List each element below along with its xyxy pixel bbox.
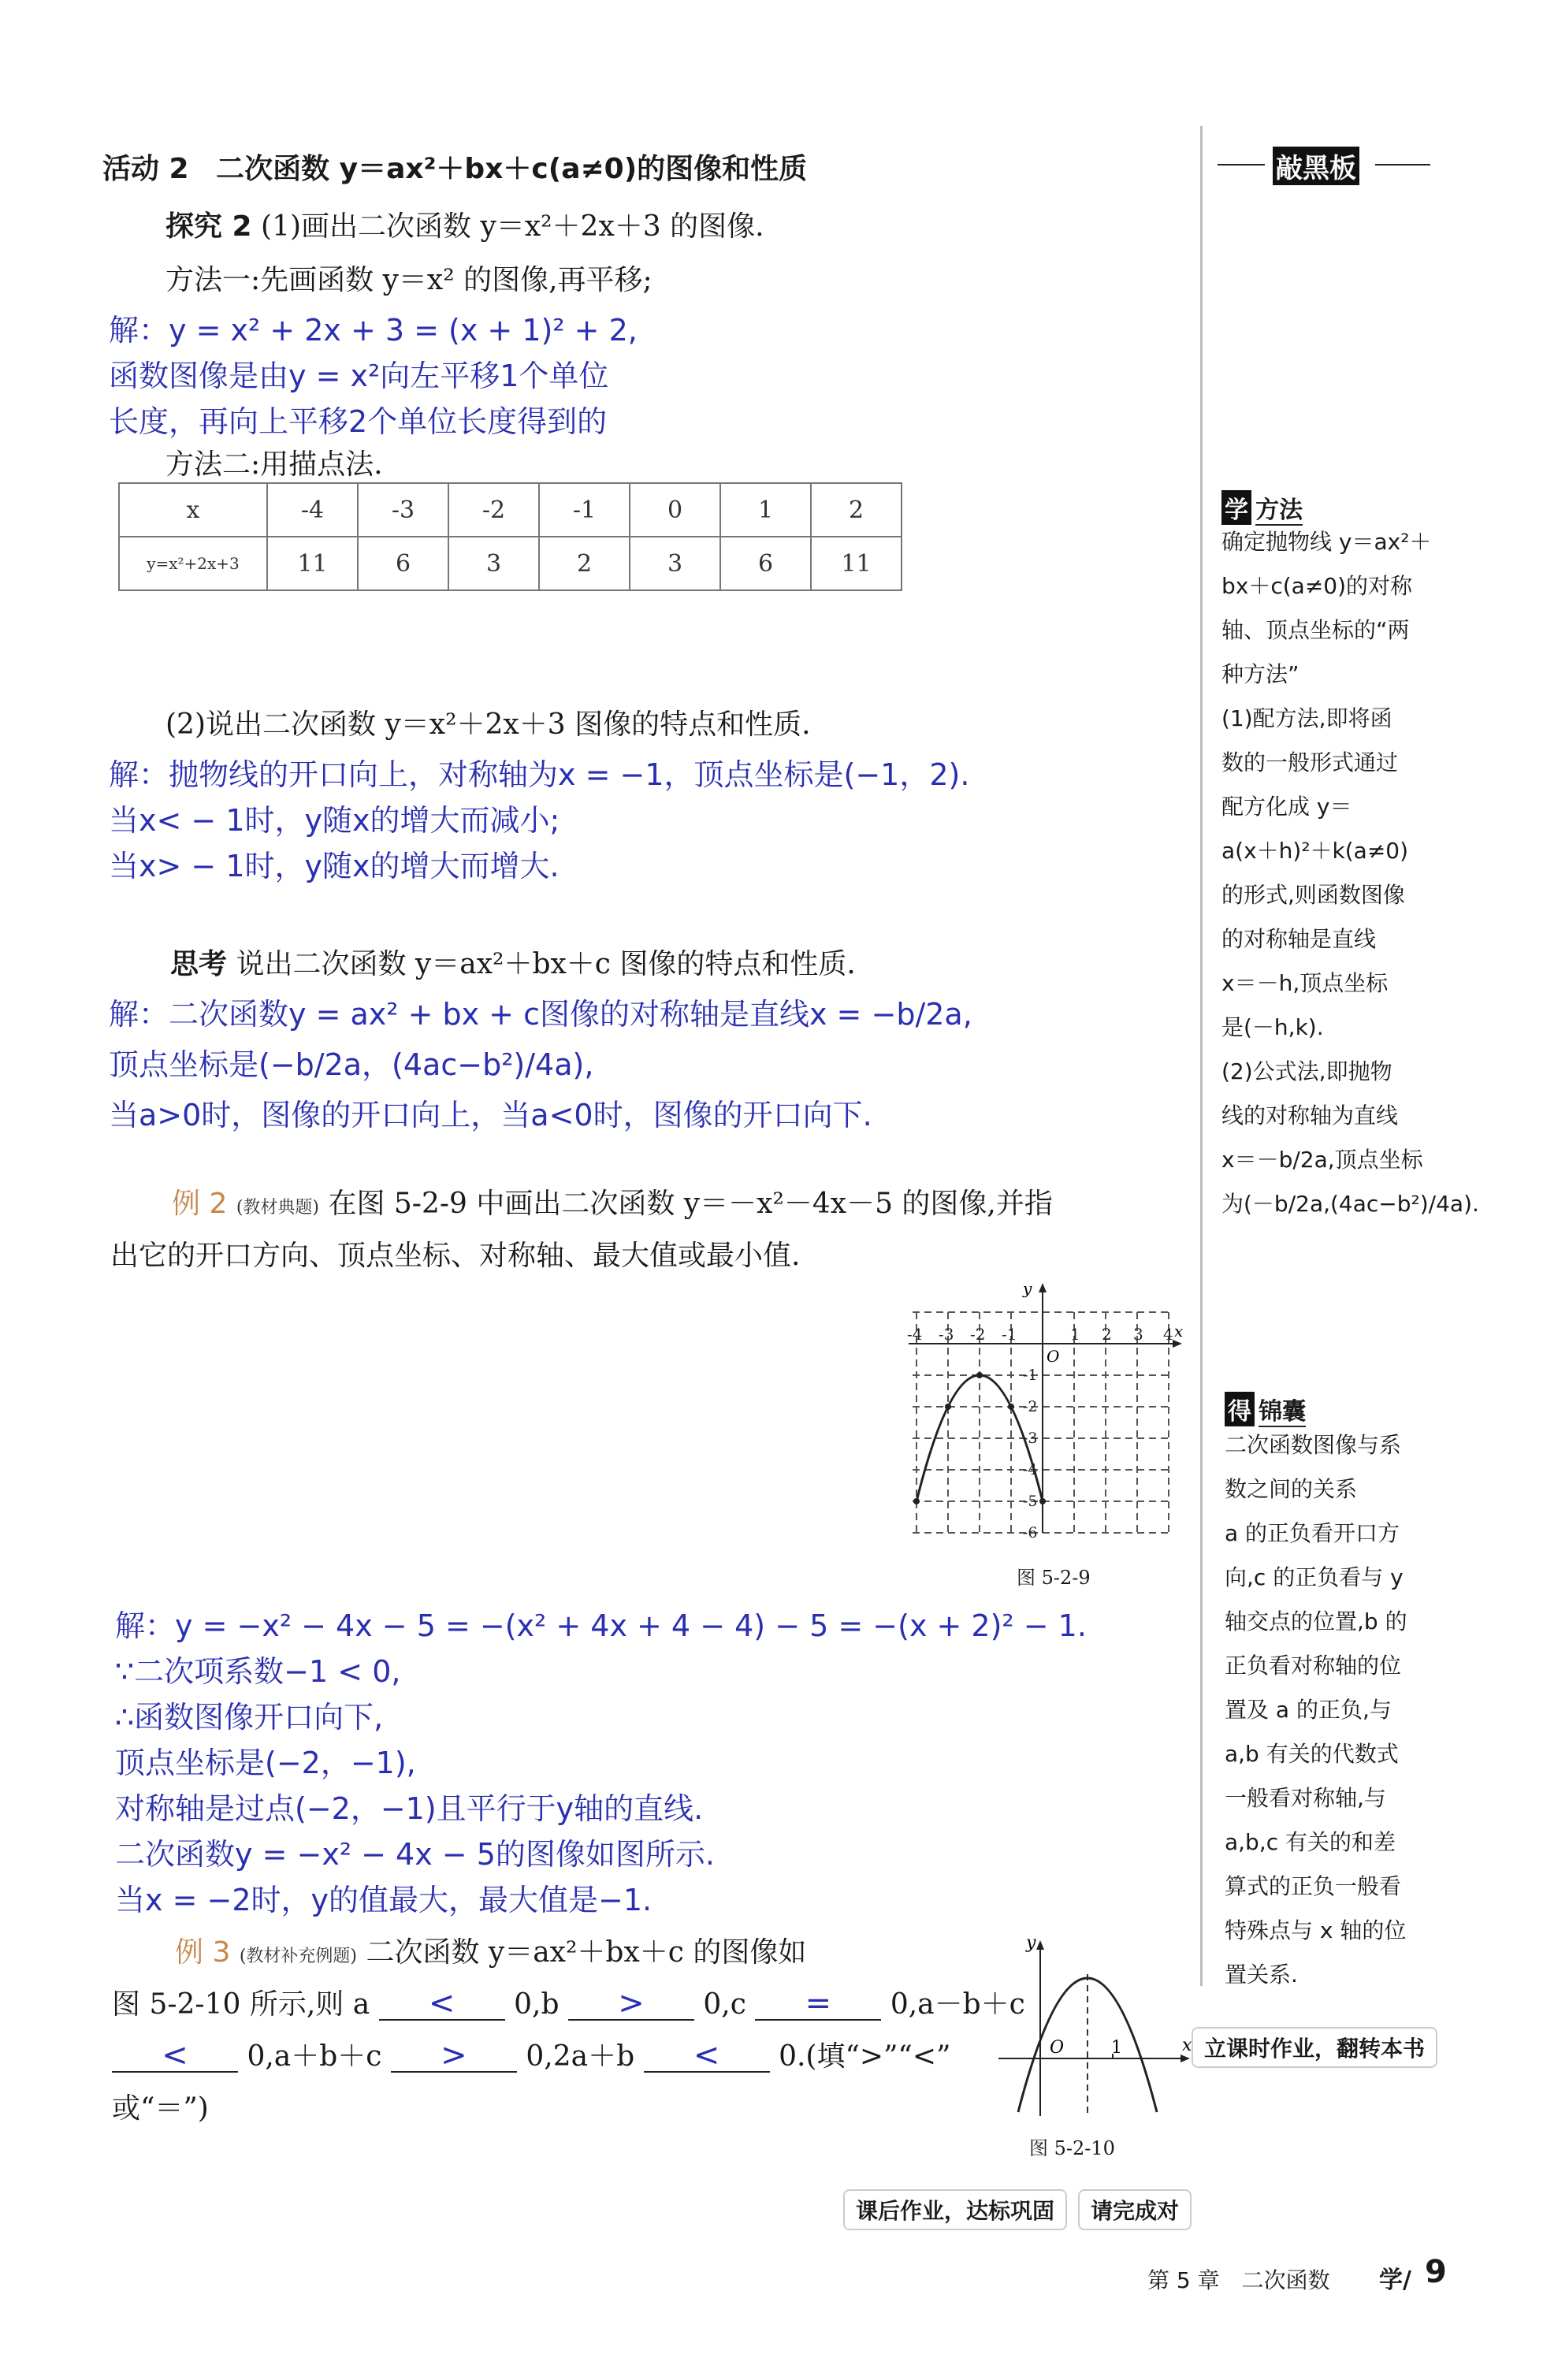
tips-title: 锦囊: [1259, 1398, 1307, 1426]
example3-tag: (教材补充例题): [239, 1947, 357, 1966]
tick-label: -3: [1023, 1430, 1038, 1447]
table-cell: -1: [539, 483, 630, 537]
solution1-line3: 长度，再向上平移2个单位长度得到的: [109, 404, 608, 439]
method-line: 的形式,则函数图像: [1221, 882, 1405, 908]
method-line: bx＋c(a≠0)的对称: [1221, 573, 1413, 599]
solution1-line1: 解：y = x² + 2x + 3 = (x + 1)² + 2,: [109, 313, 638, 348]
table-cell: 2: [811, 483, 902, 537]
think-line: [170, 947, 856, 981]
example2-solution-line6: 二次函数y = −x² − 4x − 5的图像如图所示.: [115, 1837, 715, 1872]
solution2-line3: 当x> − 1时，y随x的增大而增大.: [109, 849, 560, 883]
tips-line: 特殊点与 x 轴的位: [1225, 1917, 1407, 1943]
solution2-line1: 解：抛物线的开口向上，对称轴为x = −1，顶点坐标是(−1，2).: [109, 757, 970, 792]
answer-blank-1: <: [379, 1988, 505, 2021]
method-line: 配方化成 y＝: [1221, 794, 1352, 820]
table-cell: -2: [448, 483, 539, 537]
tips-line: a 的正负看开口方: [1225, 1520, 1400, 1546]
tips-line: 轴交点的位置,b 的: [1225, 1608, 1407, 1634]
x-label: x: [1182, 2036, 1192, 2055]
example3-text-e: 0,a－b＋c: [890, 1988, 1025, 2021]
plot-point: [1008, 1404, 1014, 1410]
header-rule-right: [1375, 164, 1430, 165]
example2-solution-line7: 当x = −2时，y的值最大，最大值是−1.: [115, 1883, 653, 1917]
method-line: (1)配方法,即将函: [1221, 705, 1392, 731]
tips-line: 算式的正负一般看: [1225, 1873, 1402, 1899]
tips-heading: [1225, 1392, 1306, 1426]
answer-blank-2: >: [568, 1988, 694, 2021]
tick-label: -4: [907, 1325, 923, 1344]
homework-tab-continue[interactable]: 请完成对: [1078, 2189, 1192, 2230]
activity-title-text: 二次函数 y＝ax²＋bx＋c(a≠0)的图像和性质: [216, 153, 808, 185]
method-box: [1221, 520, 1479, 1226]
tick-label: -2: [1023, 1398, 1038, 1415]
activity-title: [102, 147, 807, 187]
plot-point: [976, 1372, 983, 1378]
method-line: 轴、顶点坐标的“两: [1221, 617, 1410, 643]
tick-label: -4: [1023, 1461, 1038, 1478]
method-line: x＝－b/2a,顶点坐标: [1221, 1147, 1423, 1173]
tick-label: -5: [1023, 1493, 1038, 1510]
solution2-line2: 当x< − 1时，y随x的增大而减小;: [109, 803, 560, 838]
solution1-line2: 函数图像是由y = x²向左平移1个单位: [109, 359, 609, 393]
method-line: 种方法”: [1221, 661, 1299, 687]
method-line: 确定抛物线 y＝ax²＋: [1221, 529, 1432, 555]
figure-5-2-9: [905, 1277, 1188, 1549]
tips-box: [1225, 1423, 1407, 1997]
tick-label: -1: [1002, 1325, 1017, 1344]
example3-line3: [112, 2037, 951, 2073]
example3-line4: 或“＝”): [112, 2092, 209, 2125]
plot-point: [913, 1498, 920, 1504]
table-cell: y=x²+2x+3: [119, 537, 267, 590]
example3-line1: [175, 1936, 806, 1969]
table-cell: 6: [358, 537, 448, 590]
example3-text-d: 0,c: [703, 1988, 746, 2021]
method-line: 线的对称轴为直线: [1221, 1103, 1399, 1129]
method-line: (2)公式法,即抛物: [1221, 1058, 1392, 1084]
tips-line: 一般看对称轴,与: [1225, 1785, 1386, 1811]
tips-line: 置关系.: [1225, 1962, 1298, 1988]
answer-blank-4: <: [112, 2040, 238, 2073]
footer-subject: 学/: [1379, 2267, 1411, 2294]
answer-blank-5: >: [391, 2040, 517, 2073]
tips-line: a,b 有关的代数式: [1225, 1741, 1399, 1767]
homework-tab-right[interactable]: 立课时作业，翻转本书: [1192, 2027, 1437, 2068]
tick-label: -1: [1023, 1367, 1038, 1384]
tick-label: -6: [1023, 1524, 1038, 1541]
example2-tag: (教材典题): [236, 1198, 319, 1218]
example2-line1: [172, 1187, 1053, 1221]
table-cell: 3: [448, 537, 539, 590]
x-arrow-icon: [1180, 2055, 1190, 2062]
method-line: 是(－h,k).: [1221, 1014, 1324, 1040]
example2-line2: 出它的开口方向、顶点坐标、对称轴、最大值或最小值.: [110, 1240, 801, 1272]
table-cell: -4: [267, 483, 358, 537]
example3-text-f: 0,a＋b＋c: [247, 2040, 382, 2073]
origin-label: O: [1050, 2038, 1065, 2058]
method1: 方法一:先画函数 y＝x² 的图像,再平移;: [165, 264, 653, 296]
example3-line2: [112, 1985, 1025, 2021]
y-label: y: [1023, 1279, 1032, 1298]
tips-line: 正负看对称轴的位: [1225, 1653, 1402, 1679]
example2-solution-line2: ∵二次项系数−1 < 0,: [115, 1654, 401, 1689]
tips-line: 置及 a 的正负,与: [1225, 1697, 1392, 1723]
plot-point: [1039, 1498, 1046, 1504]
method-line: 的对称轴是直线: [1221, 926, 1377, 952]
tick-label: 2: [1102, 1325, 1112, 1344]
method-title: 方法: [1255, 496, 1303, 524]
method-line: a(x＋h)²＋k(a≠0): [1221, 838, 1409, 864]
method2: 方法二:用描点法.: [165, 448, 383, 481]
homework-tab-left[interactable]: 课后作业，达标巩固: [843, 2189, 1067, 2230]
method-line: x＝－h,顶点坐标: [1221, 970, 1389, 996]
think-solution-line2: 顶点坐标是(−b/2a，(4ac−b²)/4a),: [109, 1047, 594, 1082]
answer-blank-6: <: [644, 2040, 770, 2073]
table-row: [119, 483, 902, 537]
table-row: [119, 537, 902, 590]
method-badge: 学: [1221, 490, 1251, 525]
y-arrow-icon: [1039, 1283, 1047, 1292]
example3-text-g: 0,2a＋b: [526, 2040, 635, 2073]
explore-label: 探究 2: [165, 210, 252, 243]
y-label: y: [1026, 1933, 1036, 1953]
sidebar-header-label: 敲黑板: [1273, 147, 1359, 185]
think-label: 思考: [170, 948, 228, 980]
x-label: x: [1174, 1322, 1184, 1341]
y-arrow-icon: [1036, 1940, 1044, 1950]
table-cell: 0: [630, 483, 720, 537]
tips-line: 向,c 的正负看与 y: [1225, 1564, 1404, 1590]
explore-line: [165, 210, 764, 244]
tips-line: 数之间的关系: [1225, 1476, 1358, 1502]
example2-label: 例 2: [172, 1188, 228, 1220]
example2-text1: 在图 5-2-9 中画出二次函数 y＝－x²－4x－5 的图像,并指: [328, 1188, 1053, 1220]
example2-solution-line4: 顶点坐标是(−2，−1),: [115, 1746, 416, 1780]
tick-label: 3: [1133, 1325, 1143, 1344]
example2-solution-line5: 对称轴是过点(−2，−1)且平行于y轴的直线.: [115, 1791, 704, 1826]
table-cell: 1: [720, 483, 811, 537]
table-cell: 3: [630, 537, 720, 590]
example2-solution-line1: 解：y = −x² − 4x − 5 = −(x² + 4x + 4 − 4) − 5 = −(x + 2)² − 1.: [115, 1608, 1087, 1643]
example3-text-c: 0,b: [514, 1988, 560, 2021]
think-solution-line3: 当a>0时，图像的开口向上，当a<0时，图像的开口向下.: [109, 1098, 872, 1132]
header-rule-left: [1218, 164, 1265, 165]
tick-label: -3: [939, 1325, 954, 1344]
example3-text-b: 图 5-2-10 所示,则 a: [112, 1988, 370, 2021]
plot-point: [945, 1404, 951, 1410]
x-arrow-icon: [1173, 1340, 1182, 1348]
table-cell: 11: [811, 537, 902, 590]
explore-text: (1)画出二次函数 y＝x²＋2x＋3 的图像.: [261, 210, 764, 243]
table-cell: 6: [720, 537, 811, 590]
answer-blank-3: =: [755, 1988, 881, 2021]
method-line: 数的一般形式通过: [1221, 749, 1399, 775]
think-solution-line1: 解：二次函数y = ax² + bx + c图像的对称轴是直线x = −b/2a,: [109, 997, 972, 1032]
figure-5-2-10-caption: 图 5-2-10: [1029, 2137, 1115, 2159]
footer-chapter: 第 5 章 二次函数: [1147, 2267, 1330, 2293]
example3-text-a: 二次函数 y＝ax²＋bx＋c 的图像如: [366, 1936, 807, 1969]
sidebar-divider: [1200, 126, 1203, 1986]
tick-label: 4: [1163, 1325, 1173, 1344]
tick-label: 1: [1070, 1325, 1080, 1344]
tick-label: -2: [970, 1325, 986, 1344]
page-number: 9: [1425, 2254, 1447, 2290]
tick-label: 1: [1111, 2038, 1122, 2058]
figure-5-2-9-caption: 图 5-2-9: [1017, 1567, 1091, 1589]
origin-label: O: [1047, 1347, 1060, 1366]
x-tick-labels: [907, 1325, 1173, 1344]
table-cell: 11: [267, 537, 358, 590]
activity-label: 活动 2: [102, 153, 189, 185]
table-cell: x: [119, 483, 267, 537]
tips-line: 二次函数图像与系: [1225, 1432, 1402, 1458]
method-line: 为(－b/2a,(4ac−b²)/4a).: [1221, 1191, 1479, 1217]
think-text: 说出二次函数 y＝ax²＋bx＋c 图像的特点和性质.: [236, 948, 856, 980]
point-table: [118, 482, 902, 591]
figure-5-2-10: [995, 1931, 1199, 2120]
tips-badge: 得: [1225, 1392, 1255, 1426]
table-cell: -3: [358, 483, 448, 537]
table-cell: 2: [539, 537, 630, 590]
question2: (2)说出二次函数 y＝x²＋2x＋3 图像的特点和性质.: [165, 708, 811, 741]
example3-text-h: 0.(填“>”“<”: [779, 2040, 951, 2073]
example2-solution-line3: ∴函数图像开口向下,: [115, 1700, 384, 1735]
example3-label: 例 3: [175, 1936, 231, 1969]
tips-line: a,b,c 有关的和差: [1225, 1829, 1396, 1855]
